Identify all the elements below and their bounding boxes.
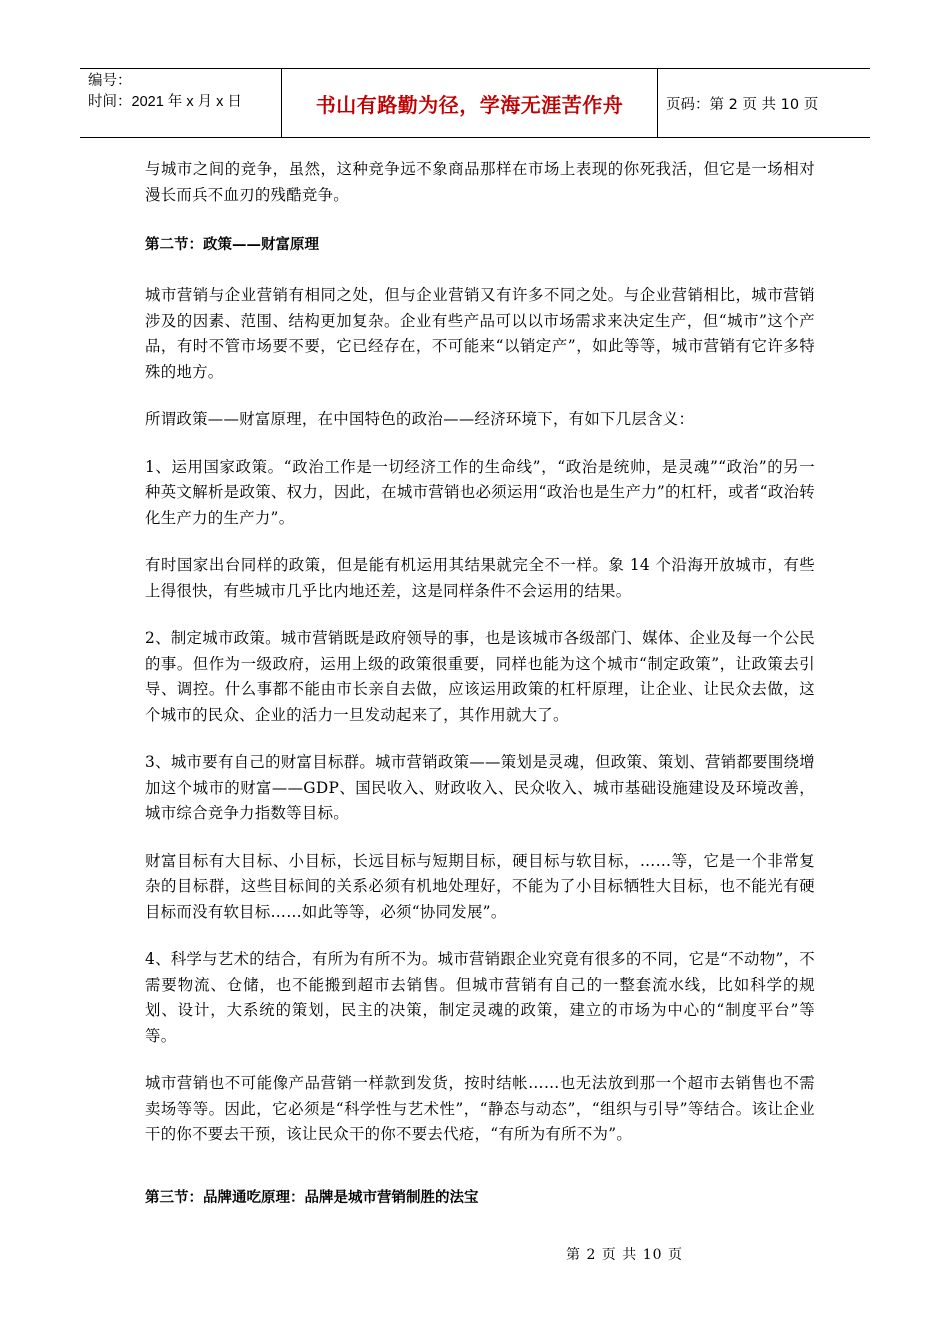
paragraph: 财富目标有大目标、小目标，长远目标与短期目标，硬目标与软目标，……等，它是一个非常复杂的目标群，这些目标间的关系必须有机地处理好，不能为了小目标牺牲大目标，也不能光有硬目标而没有软目标……如此等等，必须“协同发展”。 <box>145 851 815 921</box>
paragraph: 有时国家出台同样的政策，但是能有机运用其结果就完全不一样。象 14 个沿海开放城市，有些上得很快，有些城市几乎比内地还差，这是同样条件不会运用的结果。 <box>145 556 815 600</box>
paragraph: 城市营销也不可能像产品营销一样款到发货，按时结帐……也无法放到那一个超市去销售也不需卖场等等。因此，它必须是“科学性与艺术性”，“静态与动态”，“组织与引导”等结合。该让企业干的你不要去干预，该让民众干的你不要去代疮，“有所为有所不为”。 <box>145 1074 815 1143</box>
page-footer: 第 2 页 共 10 页 <box>566 1247 683 1263</box>
paragraph: 2、制定城市政策。城市营销既是政府领导的事，也是该城市各级部门、媒体、企业及每一个公民的事。但作为一级政府，运用上级的政策很重要，同样也能为这个城市“制定政策”，让政策去引导、调控。什么事都不能由市长亲自去做，应该运用政策的杠杆原理，让企业、让民众去做，这个城市的民众、企业的活力一旦发动起来了，其作用就大了。 <box>145 629 815 724</box>
paragraph: 所谓政策——财富原理，在中国特色的政治——经济环境下，有如下几层含义： <box>145 410 695 428</box>
header-meta <box>80 69 282 137</box>
section-heading: 第二节：政策——财富原理 <box>145 237 319 253</box>
document-body <box>145 157 815 1236</box>
header-page-cell <box>658 69 870 137</box>
header-motto-cell <box>282 69 658 137</box>
paragraph: 3、城市要有自己的财富目标群。城市营销政策——策划是灵魂，但政策、策划、营销都要围绕增加这个城市的财富——GDP、国民收入、财政收入、民众收入、城市基础设施建设及环境改善，城市综合竞争力指数等目标。 <box>145 753 815 822</box>
paragraph: 与城市之间的竞争，虽然，这种竞争远不象商品那样在市场上表现的你死我活，但它是一场相对漫长而兵不血刃的残酷竞争。 <box>145 160 815 204</box>
header-page-number: 页码：第 2 页 共 10 页 <box>666 96 819 113</box>
header-motto: 书山有路勤为径，学海无涯苦作舟 <box>315 92 624 117</box>
document-header <box>80 68 870 138</box>
section-heading: 第三节：品牌通吃原理：品牌是城市营销制胜的法宝 <box>145 1189 479 1206</box>
paragraph: 城市营销与企业营销有相同之处，但与企业营销又有许多不同之处。与企业营销相比，城市营销涉及的因素、范围、结构更加复杂。企业有些产品可以以市场需求来决定生产，但“城市”这个产品，有时不管市场要不要，它已经存在，不可能来“以销定产”，如此等等，城市营销有它许多特殊的地方。 <box>145 286 815 381</box>
document-number-label: 编号： <box>88 73 132 89</box>
document-time-label: 时间：2021 年 x 月 x 日 <box>88 94 242 110</box>
paragraph: 1、运用国家政策。“政治工作是一切经济工作的生命线”，“政治是统帅，是灵魂”“政治”的另一种英文解析是政策、权力，因此，在城市营销也必须运用“政治也是生产力”的杠杆，或者“政治转化生产力的生产力”。 <box>145 457 815 527</box>
paragraph: 4、科学与艺术的结合，有所为有所不为。城市营销跟企业究竟有很多的不同，它是“不动物”，不需要物流、仓储，也不能搬到超市去销售。但城市营销有自己的一整套流水线，比如科学的规划、设计，大系统的策划，民主的决策，制定灵魂的政策，建立的市场为中心的“制度平台”等等。 <box>145 950 815 1045</box>
